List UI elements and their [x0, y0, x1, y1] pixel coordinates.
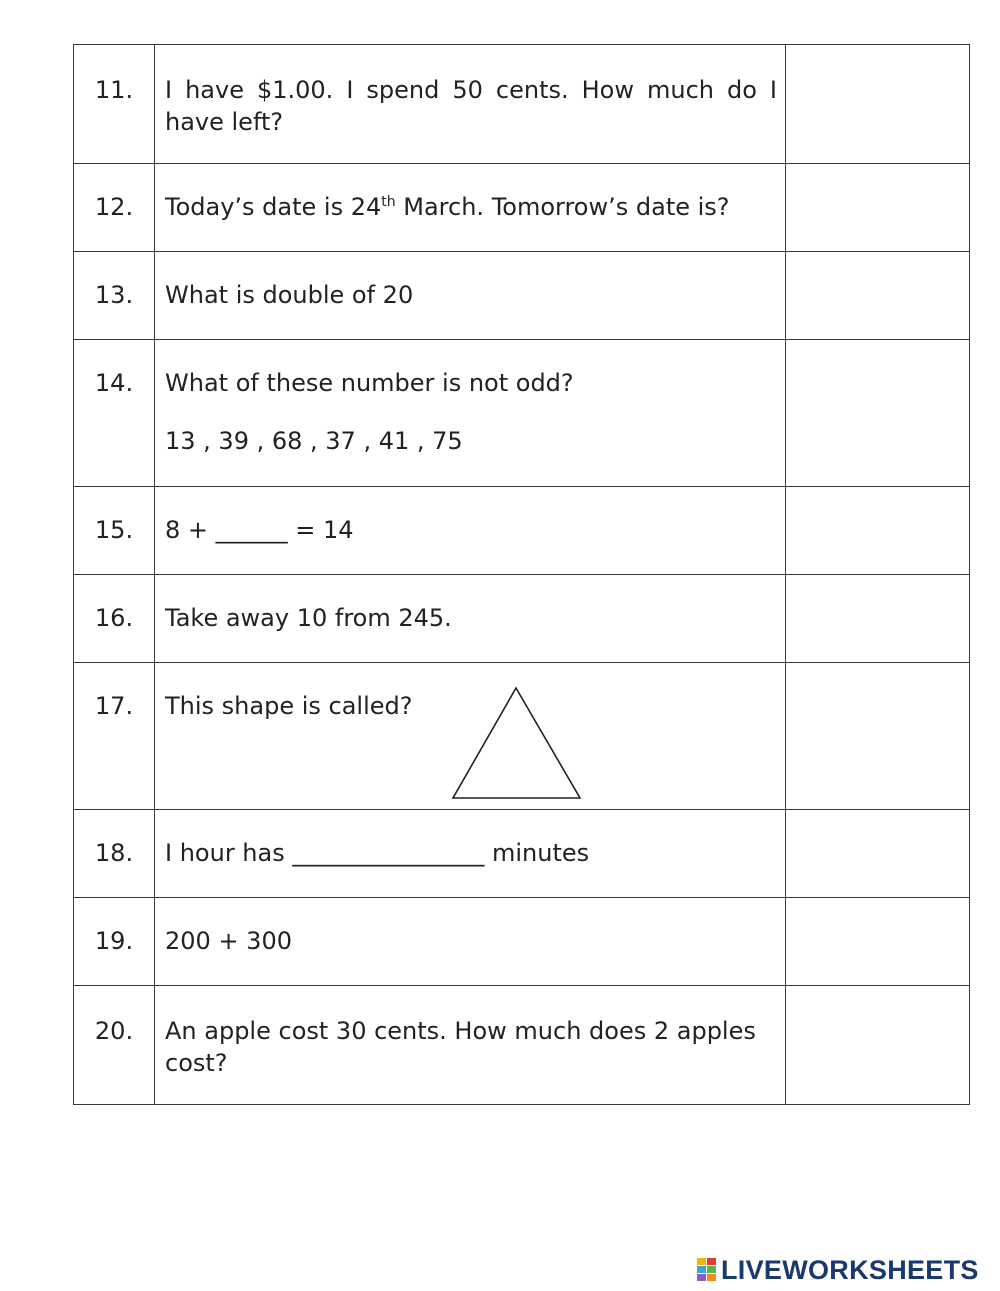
question-number: 12.: [94, 193, 134, 221]
question-row: [74, 487, 970, 575]
answer-box[interactable]: [786, 252, 970, 340]
question-prompt: What of these number is not odd?: [165, 369, 574, 397]
question-number: 17.: [94, 692, 134, 720]
question-number: 14.: [94, 369, 134, 397]
question-row: [74, 986, 970, 1105]
question-number: 13.: [94, 281, 134, 309]
question-number-cell: [74, 575, 155, 663]
question-number-cell: [74, 340, 155, 487]
answer-box[interactable]: [786, 986, 970, 1105]
question-number-cell: [74, 663, 155, 810]
question-number: 20.: [94, 1017, 134, 1045]
question-number: 15.: [94, 516, 134, 544]
question-cell: [155, 810, 786, 898]
question-row: [74, 340, 970, 487]
question-cell: [155, 164, 786, 252]
question-number-cell: [74, 252, 155, 340]
question-row: [74, 252, 970, 340]
worksheet-table: [73, 44, 970, 1105]
question-cell: [155, 898, 786, 986]
answer-box[interactable]: [786, 575, 970, 663]
answer-box[interactable]: [786, 164, 970, 252]
logo-text: LIVEWORKSHEETS: [721, 1255, 979, 1285]
question-text: An apple cost 30 cents. How much does 2 apples cost?: [165, 1017, 756, 1077]
triangle-icon: [451, 685, 583, 801]
question-text: [155, 340, 785, 457]
question-text-part: March. Tomorrow’s date is?: [395, 193, 730, 221]
question-text: 200 + 300: [165, 927, 292, 955]
question-number-cell: [74, 487, 155, 575]
answer-box[interactable]: [786, 340, 970, 487]
answer-box[interactable]: [786, 663, 970, 810]
question-cell: [155, 45, 786, 164]
question-text: [155, 164, 785, 223]
liveworksheets-logo[interactable]: [697, 1257, 979, 1283]
logo-blocks-icon: [697, 1258, 717, 1282]
question-number: 11.: [94, 76, 134, 104]
question-cell: [155, 986, 786, 1105]
question-row: [74, 898, 970, 986]
question-number-cell: [74, 810, 155, 898]
answer-box[interactable]: [786, 487, 970, 575]
question-text-part: Today’s date is 24: [165, 193, 382, 221]
question-number-cell: [74, 45, 155, 164]
question-cell: [155, 252, 786, 340]
number-list: 13 , 39 , 68 , 37 , 41 , 75: [165, 427, 463, 455]
question-number-cell: [74, 164, 155, 252]
question-text: I have $1.00. I spend 50 cents. How much do I have left?: [165, 76, 777, 136]
question-row: [74, 575, 970, 663]
question-row: [74, 663, 970, 810]
answer-box[interactable]: [786, 810, 970, 898]
question-number-cell: [74, 898, 155, 986]
question-number: 19.: [94, 927, 134, 955]
question-row: [74, 45, 970, 164]
question-number: 18.: [94, 839, 134, 867]
question-text: Take away 10 from 245.: [165, 604, 452, 632]
question-cell: [155, 340, 786, 487]
question-text: This shape is called?: [165, 692, 413, 720]
question-number-cell: [74, 986, 155, 1105]
question-text: 8 + ______ = 14: [165, 516, 354, 544]
question-cell: [155, 487, 786, 575]
question-number: 16.: [94, 604, 134, 632]
question-row: [74, 164, 970, 252]
question-cell: [155, 575, 786, 663]
ordinal-superscript: th: [381, 194, 396, 210]
question-row: [74, 810, 970, 898]
question-text: What is double of 20: [165, 281, 414, 309]
answer-box[interactable]: [786, 45, 970, 164]
answer-box[interactable]: [786, 898, 970, 986]
question-cell: [155, 663, 786, 810]
question-text: I hour has ________________ minutes: [165, 839, 590, 867]
